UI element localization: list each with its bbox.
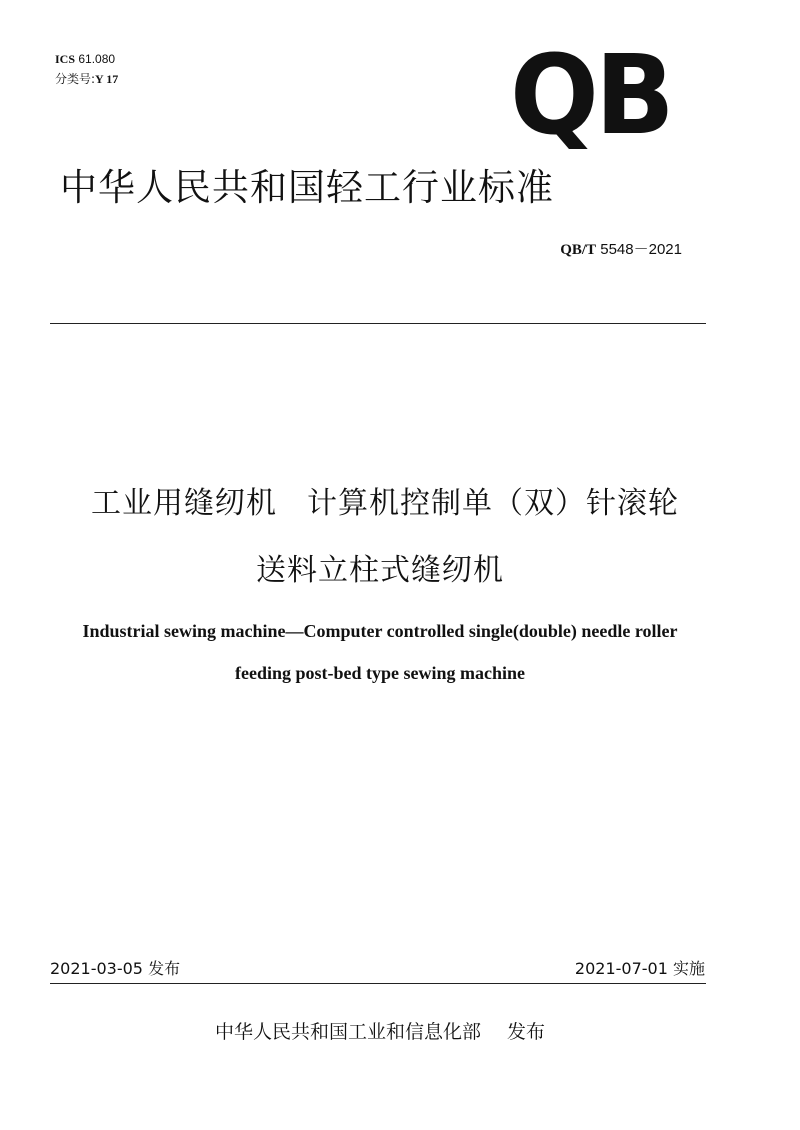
issue-label: 发布 [148,959,181,978]
issue-date: 2021-03-05 [50,959,143,978]
publisher-line [0,1018,760,1046]
standard-number-prefix: QB/T [560,242,597,258]
document-title-cn-line2: 送料立柱式缝纫机 [256,553,504,588]
publisher-action: 发布 [507,1021,546,1043]
ics-label: ICS [55,52,76,66]
document-title-en-line2: feeding post-bed type sewing machine [234,663,525,683]
qb-logo: QB [510,31,671,159]
bottom-divider [50,983,706,984]
implementation-label: 实施 [672,959,705,978]
document-title-en-line1: Industrial sewing machine—Computer controlled single(double) needle roller [82,621,678,641]
classification-label: 分类号: [55,72,96,86]
document-title-cn-line1 [0,482,770,526]
ics-code: 61.080 [78,52,116,66]
standard-number [560,240,682,260]
document-title-cn-part1: 工业用缝纫机 [91,486,277,521]
classification-line [55,71,118,87]
classification-code: Y 17 [95,72,119,86]
implementation-date-line [575,958,705,980]
standard-type-title: 中华人民共和国轻工行业标准 [60,166,554,209]
standard-number-value: 5548－2021 [600,241,682,258]
implementation-date: 2021-07-01 [574,959,668,978]
ics-code-line [55,51,115,67]
publisher-name: 中华人民共和国工业和信息化部 [214,1021,481,1043]
document-title-cn-part2: 计算机控制单（双）针滚轮 [307,486,679,521]
top-divider [50,323,706,324]
issue-date-line [50,958,180,980]
